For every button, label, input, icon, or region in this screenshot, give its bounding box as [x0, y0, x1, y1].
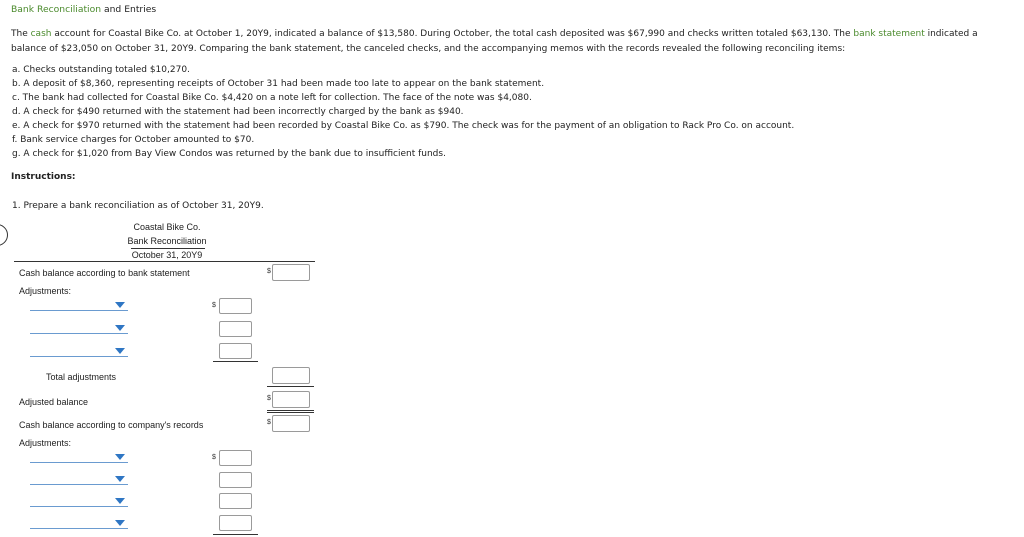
step-marker-circle: [0, 224, 8, 246]
chevron-down-icon: [115, 454, 125, 460]
company-adjustment-amount-2[interactable]: [219, 472, 252, 488]
bank-adjustment-dropdown-2[interactable]: [30, 321, 128, 334]
bank-adjustment-amount-1[interactable]: [219, 298, 252, 314]
problem-paragraph-line1: The cash account for Coastal Bike Co. at October 1, 20Y9, indicated a balance of $13,580. During October, the total cash deposited was $67,990 and checks written totaled $63,130. The bank statement indicated a: [11, 29, 978, 39]
dollar-sign: $: [267, 268, 271, 275]
company-adjustment-amount-1[interactable]: [219, 450, 252, 466]
chevron-down-icon: [115, 348, 125, 354]
item-e: e. A check for $970 returned with the statement had been recorded by Coastal Bike Co. as $790. The check was for the payment of an obligation to Rack Pro Co. on account.: [12, 121, 795, 131]
item-f: f. Bank service charges for October amounted to $70.: [12, 135, 255, 145]
recon-date: October 31, 20Y9: [131, 250, 203, 260]
instructions-heading: Instructions:: [11, 172, 76, 182]
double-rule-2: [267, 412, 314, 413]
bank-adjustment-dropdown-3[interactable]: [30, 344, 128, 357]
company-adjustments-sum-rule: [213, 534, 258, 535]
total-rule: [267, 386, 314, 387]
total-adjustments-label: Total adjustments: [46, 372, 117, 382]
cash-link[interactable]: cash: [30, 29, 52, 39]
item-a: a. Checks outstanding totaled $10,270.: [12, 65, 190, 75]
bank-adjusted-balance-input[interactable]: [272, 391, 310, 408]
bank-statement-link[interactable]: bank statement: [853, 29, 925, 39]
item-d: d. A check for $490 returned with the statement had been incorrectly charged by the bank as $940.: [12, 107, 464, 117]
company-adjustment-dropdown-3[interactable]: [30, 494, 128, 507]
company-adjustment-dropdown-4[interactable]: [30, 516, 128, 529]
company-balance-input[interactable]: [272, 415, 310, 432]
adjustments-sum-rule: [213, 361, 258, 362]
adjusted-balance-label: Adjusted balance: [19, 397, 89, 407]
item-g: g. A check for $1,020 from Bay View Condos was returned by the bank due to insufficient funds.: [12, 149, 446, 159]
total-adjustments-input[interactable]: [272, 367, 310, 384]
chevron-down-icon: [115, 520, 125, 526]
chevron-down-icon: [115, 498, 125, 504]
dollar-sign: $: [212, 454, 216, 461]
problem-paragraph-line2: balance of $23,050 on October 31, 20Y9. Comparing the bank statement, the canceled checks, and the accompanying memos with the records revealed the following reconciling items:: [11, 44, 846, 54]
step-1-text: 1. Prepare a bank reconciliation as of October 31, 20Y9.: [12, 201, 264, 211]
bank-adjustment-dropdown-1[interactable]: [30, 298, 128, 311]
chevron-down-icon: [115, 325, 125, 331]
chevron-down-icon: [115, 476, 125, 482]
adjustments-label: Adjustments:: [19, 286, 72, 296]
company-adjustment-amount-3[interactable]: [219, 493, 252, 509]
item-c: c. The bank had collected for Coastal Bike Co. $4,420 on a note left for collection. The face of the note was $4,080.: [12, 93, 532, 103]
recon-company: Coastal Bike Co.: [133, 222, 201, 232]
bank-adjustment-amount-2[interactable]: [219, 321, 252, 337]
header-rule: [14, 261, 315, 262]
company-balance-label: Cash balance according to company's records: [19, 420, 204, 430]
dollar-sign: $: [267, 419, 271, 426]
bank-balance-label: Cash balance according to bank statement: [19, 268, 190, 278]
bank-reconciliation-link[interactable]: Bank Reconciliation: [11, 4, 102, 15]
page-title: Bank Reconciliation and Entries: [11, 4, 157, 15]
company-adjustment-amount-4[interactable]: [219, 515, 252, 531]
company-adjustment-dropdown-1[interactable]: [30, 450, 128, 463]
dollar-sign: $: [212, 302, 216, 309]
item-b: b. A deposit of $8,360, representing receipts of October 31 had been made too late to appear on the bank statement.: [12, 79, 545, 89]
bank-balance-input[interactable]: [272, 264, 310, 281]
bank-adjustment-amount-3[interactable]: [219, 343, 252, 359]
chevron-down-icon: [115, 302, 125, 308]
double-rule-1: [267, 410, 314, 411]
header-underline-1: [131, 248, 205, 249]
company-adjustment-dropdown-2[interactable]: [30, 472, 128, 485]
recon-heading: Bank Reconciliation: [127, 236, 207, 246]
dollar-sign: $: [267, 395, 271, 402]
adjustments-label-2: Adjustments:: [19, 438, 72, 448]
